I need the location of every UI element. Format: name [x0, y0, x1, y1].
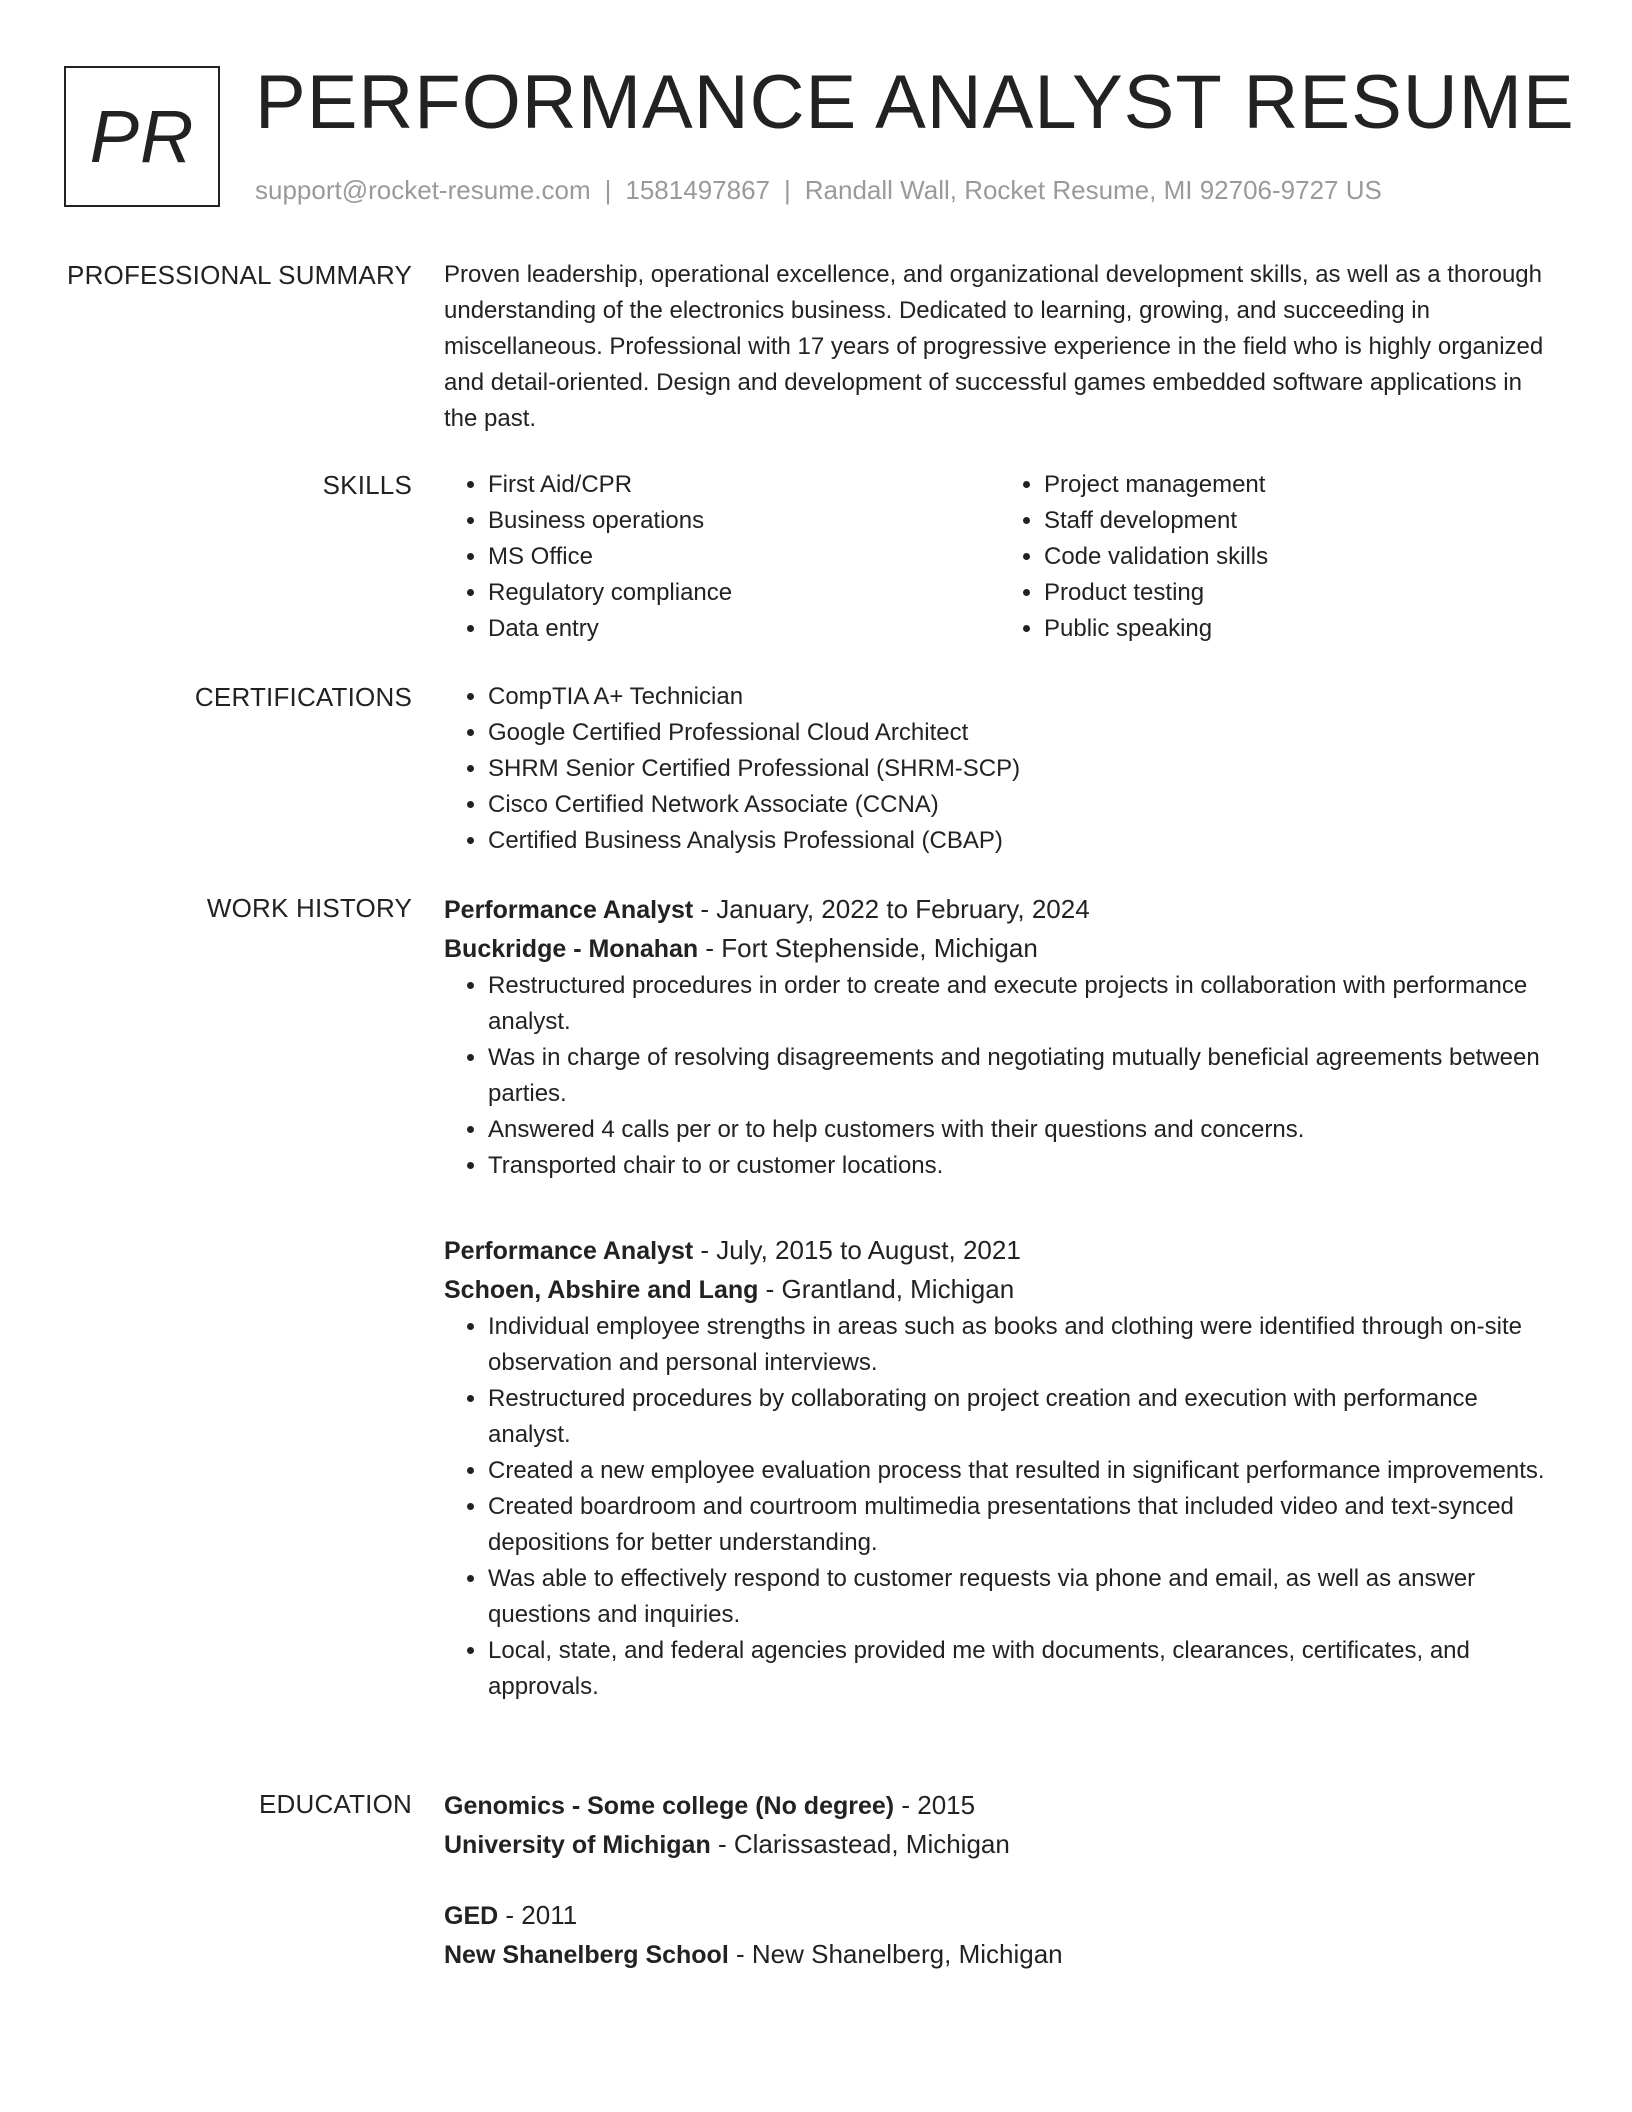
- contact-separator: |: [784, 175, 791, 205]
- skill-item: • Public speaking: [1044, 611, 1556, 647]
- job-company: Buckridge - Monahan: [444, 935, 699, 963]
- contact-separator: |: [604, 175, 612, 205]
- education-year: - 2011: [498, 1900, 578, 1930]
- work-history-body: [444, 890, 1556, 1700]
- section-label-work-history: WORK HISTORY: [206, 893, 412, 923]
- skill-item: • Staff development: [1044, 503, 1556, 539]
- section-label-summary: PROFESSIONAL SUMMARY: [67, 260, 412, 290]
- education-entry: [444, 1896, 1063, 1974]
- job-company-line: [444, 929, 1556, 968]
- job-bullet: • Was able to effectively respond to customer requests via phone and email, as well as answer questions and inquiries.: [488, 1561, 1556, 1633]
- summary-text: Proven leadership, operational excellence, and organizational development skills, as well as a thorough understanding of the electronics business. Dedicated to learning, growing, and succeeding in miscellaneous. Professional with 17 years of progressive experience in the field who is highly organized and detail-oriented. Design and development of successful games embedded software applications in the past.: [444, 261, 1544, 432]
- education-school-line: [444, 1935, 1063, 1974]
- education-body: [444, 1786, 1556, 1969]
- education-degree-line: [444, 1786, 1556, 1825]
- education-year: - 2015: [894, 1790, 976, 1820]
- skill-item: • Regulatory compliance: [488, 575, 1000, 611]
- monogram-initials: PR: [89, 95, 195, 178]
- education-school: New Shanelberg School: [444, 1941, 729, 1969]
- job-location: - Grantland, Michigan: [758, 1274, 1015, 1304]
- job-bullet: • Local, state, and federal agencies provided me with documents, clearances, certificates, and approvals.: [488, 1633, 1556, 1705]
- monogram-box: [64, 66, 220, 207]
- job-bullet: • Created boardroom and courtroom multimedia presentations that included video and text-synced depositions for better understanding.: [488, 1489, 1556, 1561]
- education-school-line: [444, 1825, 1556, 1864]
- job-bullets: [444, 968, 1556, 1184]
- job-title: Performance Analyst: [444, 896, 694, 924]
- education-degree-line: [444, 1896, 1063, 1935]
- skill-item: • Code validation skills: [1044, 539, 1556, 575]
- skill-item: • Project management: [1044, 467, 1556, 503]
- job-bullet: • Restructured procedures in order to create and execute projects in collaboration with performance analyst.: [488, 968, 1556, 1040]
- job-title-line: [444, 890, 1556, 929]
- certification-item: • SHRM Senior Certified Professional (SHRM-SCP): [488, 751, 1556, 787]
- job-dates: - January, 2022 to February, 2024: [693, 894, 1090, 924]
- job-location: - Fort Stephenside, Michigan: [698, 933, 1038, 963]
- job-bullet: • Answered 4 calls per or to help customers with their questions and concerns.: [488, 1112, 1556, 1148]
- job-dates: - July, 2015 to August, 2021: [693, 1235, 1021, 1265]
- contact-email: support@rocket-resume.com: [255, 175, 591, 205]
- job-bullet: • Individual employee strengths in areas such as books and clothing were identified through on-site observation and personal interviews.: [488, 1309, 1556, 1381]
- job-bullets: [444, 1309, 1556, 1705]
- education-school: University of Michigan: [444, 1831, 711, 1859]
- skill-item: • Data entry: [488, 611, 1000, 647]
- section-label-certifications: CERTIFICATIONS: [194, 682, 412, 712]
- job-company-line: [444, 1270, 1556, 1309]
- skill-item: • First Aid/CPR: [488, 467, 1000, 503]
- education-entry: [444, 1786, 1556, 1864]
- job-title: Performance Analyst: [444, 1237, 694, 1265]
- job-bullet: • Created a new employee evaluation process that resulted in significant performance improvements.: [488, 1453, 1556, 1489]
- job-entry: [444, 890, 1556, 1184]
- skill-item: • Business operations: [488, 503, 1000, 539]
- education-location: - Clarissastead, Michigan: [710, 1829, 1010, 1859]
- contact-line: [255, 174, 1382, 206]
- certifications-body: [444, 679, 1556, 859]
- skills-list-left: [444, 467, 1000, 647]
- job-bullet: • Transported chair to or customer locations.: [488, 1148, 1556, 1184]
- job-company: Schoen, Abshire and Lang: [444, 1276, 759, 1304]
- job-bullet: • Was in charge of resolving disagreements and negotiating mutually beneficial agreements between parties.: [488, 1040, 1556, 1112]
- education-location: - New Shanelberg, Michigan: [728, 1939, 1063, 1969]
- certification-item: • Google Certified Professional Cloud Architect: [488, 715, 1556, 751]
- certification-item: • Certified Business Analysis Professional (CBAP): [488, 823, 1556, 859]
- skill-item: • Product testing: [1044, 575, 1556, 611]
- certification-item: • Cisco Certified Network Associate (CCNA): [488, 787, 1556, 823]
- section-label-education: EDUCATION: [259, 1789, 412, 1819]
- education-degree: Genomics - Some college (No degree): [444, 1792, 895, 1820]
- job-bullet: • Restructured procedures by collaborating on project creation and execution with performance analyst.: [488, 1381, 1556, 1453]
- education-degree: GED: [444, 1902, 499, 1930]
- skills-body: [444, 467, 1556, 647]
- job-title-line: [444, 1231, 1556, 1270]
- skills-list-right: [1000, 467, 1556, 647]
- certification-item: • CompTIA A+ Technician: [488, 679, 1556, 715]
- section-label-skills: SKILLS: [322, 470, 412, 500]
- contact-phone: 1581497867: [625, 175, 770, 205]
- skill-item: • MS Office: [488, 539, 1000, 575]
- resume-title: PERFORMANCE ANALYST RESUME: [255, 60, 1575, 145]
- certifications-list: [444, 679, 1556, 859]
- job-entry: [444, 1231, 1556, 1705]
- summary-body: [444, 257, 1556, 437]
- contact-address: Randall Wall, Rocket Resume, MI 92706-9727 US: [804, 175, 1382, 205]
